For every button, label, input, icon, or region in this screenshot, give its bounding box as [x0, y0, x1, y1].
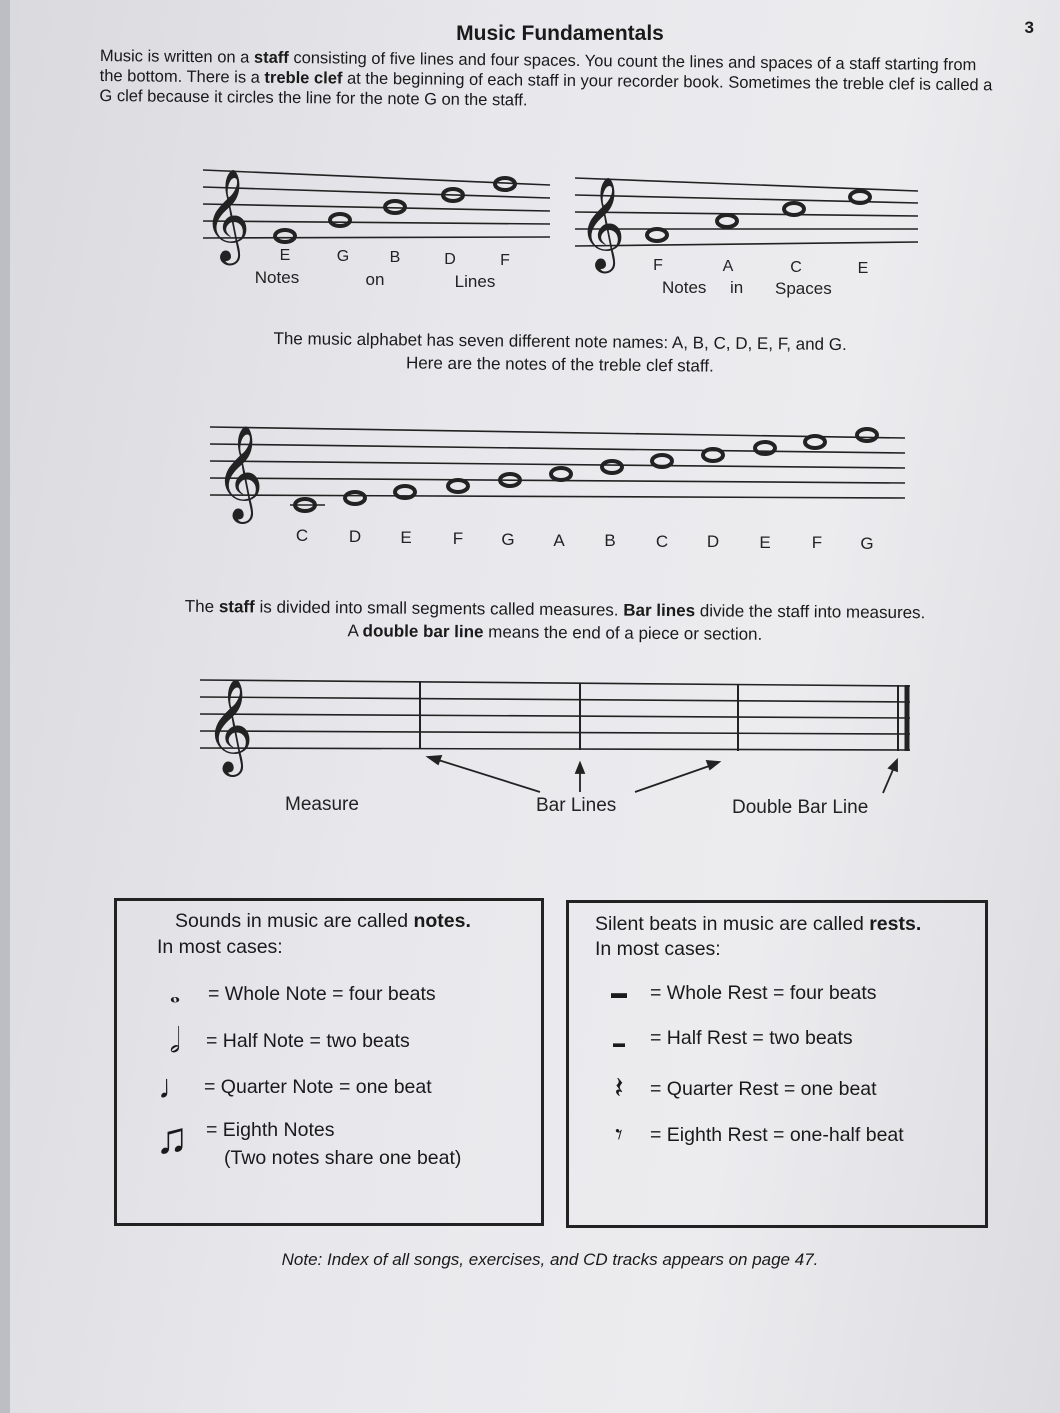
note-letter: F — [653, 257, 663, 274]
page-title: Music Fundamentals — [456, 22, 664, 45]
quarter-note-row: ♩ = Quarter Note = one beat — [152, 1068, 432, 1107]
measure-label: Measure — [285, 794, 359, 815]
note-letter: G — [336, 248, 350, 265]
note-letter: F — [452, 529, 464, 548]
note-letter: C — [655, 532, 669, 551]
double-bar-line-label: Double Bar Line — [732, 797, 869, 818]
eighth-notes-icon: ♫ — [155, 1114, 189, 1163]
whole-rest-icon: ▬ — [611, 984, 627, 1002]
note-letter: G — [501, 530, 515, 549]
treble-clef-icon: 𝄞 — [203, 170, 251, 259]
note-letter: A — [553, 531, 565, 550]
treble-clef-icon: 𝄞 — [578, 178, 626, 267]
page-number: 3 — [1024, 18, 1034, 37]
eighth-rest-row: 𝄾 = Eighth Rest = one-half beat — [596, 1119, 904, 1152]
notes-heading: Sounds in music are called notes. — [175, 910, 471, 932]
notes-subheading: In most cases: — [157, 936, 283, 958]
note-letter: E — [759, 533, 771, 552]
eighth-rest-icon: 𝄾 — [615, 1119, 623, 1150]
treble-clef-icon: 𝄞 — [205, 680, 254, 771]
arrows — [428, 756, 897, 793]
half-rest-icon: ▬ — [613, 1035, 625, 1050]
treble-clef-icon: 𝄞 — [215, 427, 264, 518]
note-letter: D — [706, 532, 720, 551]
half-note-row: 𝅗𝅥 = Half Note = two beats — [152, 1022, 410, 1061]
half-note-icon: 𝅗𝅥 — [169, 1022, 181, 1060]
note-letter: C — [790, 259, 802, 276]
rests-subheading: In most cases: — [595, 938, 721, 960]
measures-text: The staff is divided into small segments called measures. Bar lines divide the staff into measures. A double bar line means the end of a piece or section. — [184, 596, 926, 644]
note-letter: D — [444, 251, 456, 268]
note-letter: E — [857, 260, 869, 277]
alphabet-staff — [205, 405, 915, 560]
quarter-note-icon: ♩ — [158, 1068, 192, 1106]
lines-staff — [195, 150, 560, 300]
caption-word: Lines — [454, 272, 496, 291]
whole-note-row: 𝅝 = Whole Note = four beats — [152, 978, 436, 1010]
spaces-staff — [570, 158, 925, 303]
caption-word: Notes — [662, 278, 707, 297]
caption-word: Notes — [254, 268, 300, 287]
note-letter: D — [348, 527, 362, 546]
note-letter: E — [400, 528, 412, 547]
quarter-rest-row: 𝄽 = Quarter Rest = one beat — [596, 1072, 877, 1106]
measures-staff — [195, 660, 920, 825]
eighth-notes-row: ♫ = Eighth Notes (Two notes share one beat) — [144, 1116, 461, 1172]
note-letter: B — [389, 249, 401, 266]
caption-word: on — [365, 270, 385, 289]
caption-word: Spaces — [775, 279, 832, 298]
note-letter: B — [604, 531, 616, 550]
whole-rest-row: ▬ = Whole Rest = four beats — [596, 982, 877, 1005]
note-letter: E — [279, 247, 291, 264]
whole-note-icon: 𝅝 — [169, 978, 181, 1008]
note-letter: F — [811, 533, 823, 552]
note-letter: A — [722, 258, 734, 275]
alphabet-text: The music alphabet has seven different note names: A, B, C, D, E, F, and G. Here are the notes of the treble clef staff. — [273, 328, 847, 376]
scale-notes — [295, 429, 877, 511]
page-edge — [0, 0, 10, 1413]
caption-word: in — [730, 278, 744, 297]
note-letter: C — [295, 526, 309, 545]
staff-lines — [210, 427, 905, 498]
note-letter: G — [860, 534, 874, 553]
note-letter: F — [500, 252, 510, 269]
quarter-rest-icon: 𝄽 — [614, 1072, 624, 1105]
bar-lines-label: Bar Lines — [536, 795, 617, 816]
rests-heading: Silent beats in music are called rests. — [595, 913, 922, 935]
staff-lines — [200, 680, 910, 750]
footnote: Note: Index of all songs, exercises, and CD tracks appears on page 47. — [281, 1250, 819, 1269]
intro-paragraph: Music is written on a staff consisting of five lines and four spaces. You count the lines and spaces of a staff starting from the bottom. There is a treble clef at the beginning of each staff in your recorder book. Sometimes the treble clef is called a G clef because it circles the line for the note G on the staff. — [99, 46, 993, 110]
staff-lines — [575, 178, 918, 246]
half-rest-row: ▬ = Half Rest = two beats — [596, 1027, 853, 1050]
